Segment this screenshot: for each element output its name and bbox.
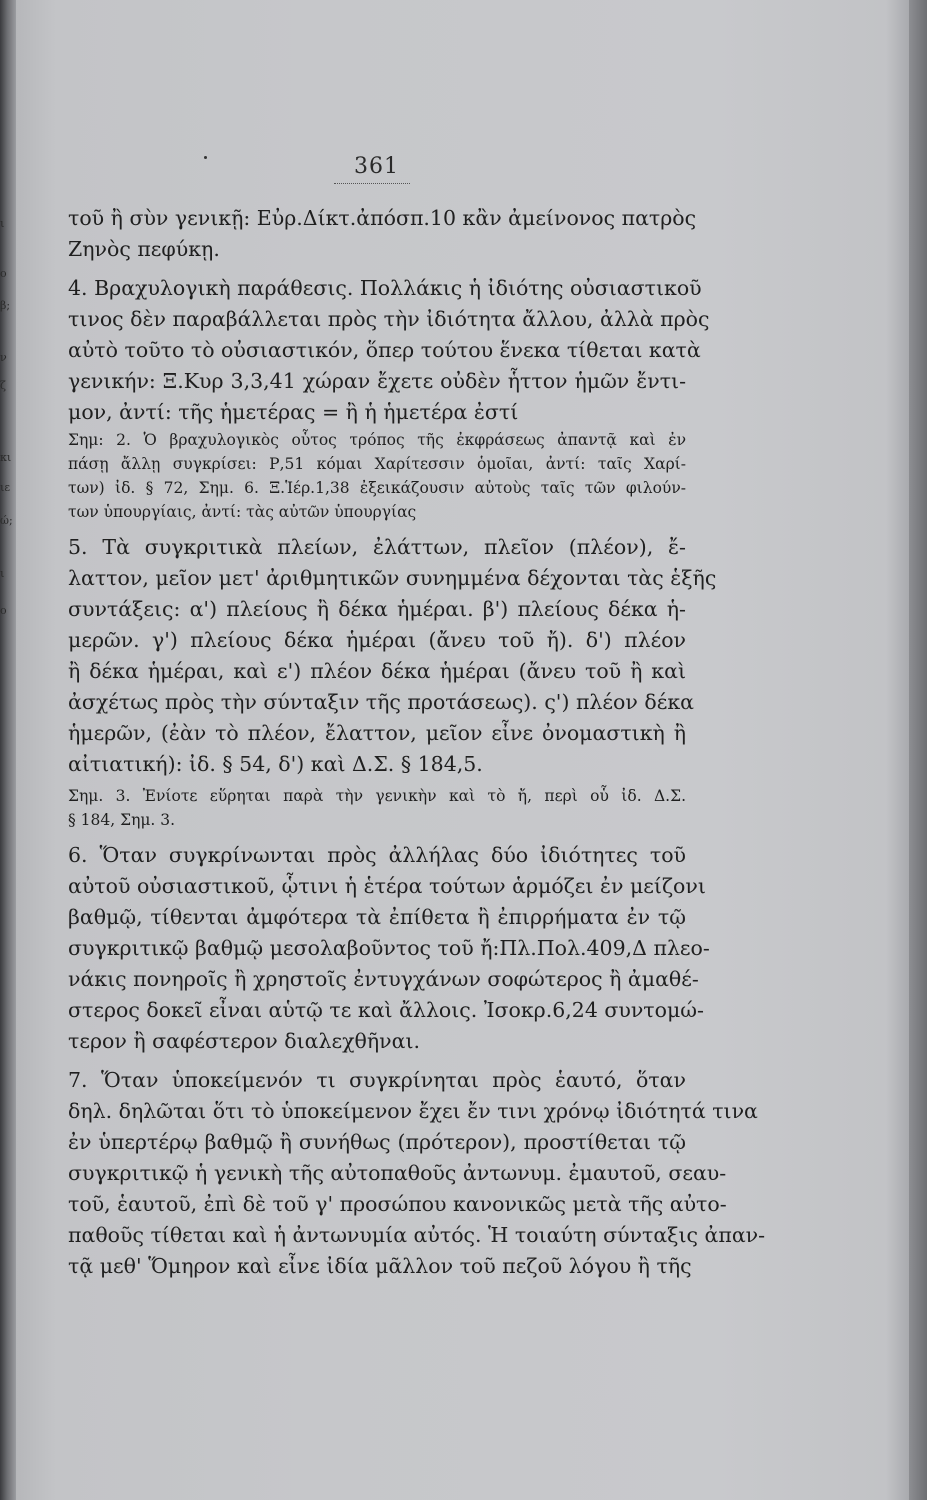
text-line: αὐτὸ τοῦτο τὸ οὐσιαστικόν, ὅπερ τούτου ἕνεκα τίθεται κατὰ (68, 338, 701, 362)
text-line: συντάξεις: α') πλείους ἢ δέκα ἡμέραι. β') πλείους δέκα ἡ- (68, 597, 686, 621)
margin-bleed-mark: ώ; (0, 514, 13, 527)
margin-bleed-mark: κι (0, 451, 12, 464)
text-line: βαθμῷ, τίθενται ἀμφότερα τὰ ἐπίθετα ἢ ἐπιρρήματα ἐν τῷ (68, 905, 686, 929)
margin-bleed-mark: ο (0, 267, 7, 280)
margin-bleed-mark: ο (0, 604, 7, 617)
body-text (68, 203, 766, 1282)
text-line: ἐν ὑπερτέρῳ βαθμῷ ἢ συνήθως (πρότερον), προστίθεται τῷ (68, 1130, 686, 1154)
text-line: Ζηνὸς πεφύκῃ. (68, 237, 220, 261)
text-line: τοῦ ἢ σὺν γενικῇ: Εὐρ.Δίκτ.ἀπόσπ.10 κἂν ἀμείνονος πατρὸς (68, 206, 697, 230)
text-line: 7. Ὅταν ὑποκείμενόν τι συγκρίνηται πρὸς ἑαυτό, ὅταν (68, 1068, 686, 1092)
ink-speck (204, 156, 207, 159)
note-line: πάσῃ ἄλλῃ συγκρίσει: Ρ,51 κόμαι Χαρίτεσσιν ὁμοῖαι, ἀντί: ταῖς Χαρί- (68, 455, 686, 473)
text-line: 5. Τὰ συγκριτικὰ πλείων, ἐλάττων, πλεῖον (πλέον), ἔ- (68, 535, 686, 559)
text-line: ἡμερῶν, (ἐὰν τὸ πλέον, ἔλαττον, μεῖον εἶνε ὀνομαστικὴ ἢ (68, 721, 686, 745)
note-line: των) ἰδ. § 72, Σημ. 6. Ξ.Ἱέρ.1,38 ἐξεικάζουσιν αὐτοὺς ταῖς τῶν φιλούν- (68, 479, 686, 497)
book-page (16, 0, 909, 1500)
text-line: συγκριτικῷ βαθμῷ μεσολαβοῦντος τοῦ ἤ:Πλ.Πολ.409,Δ πλεο- (68, 936, 710, 960)
note-line: Σημ: 2. Ὁ βραχυλογικὸς οὗτος τρόπος τῆς ἐκφράσεως ἀπαντᾷ καὶ ἐν (68, 431, 686, 449)
text-line: 4. Βραχυλογικὴ παράθεσις. Πολλάκις ἡ ἰδιότης οὐσιαστικοῦ (68, 276, 702, 300)
text-line: ἀσχέτως πρὸς τὴν σύνταξιν τῆς προτάσεως). ς') πλέον δέκα (68, 690, 694, 714)
text-line: νάκις πονηροῖς ἢ χρηστοῖς ἐντυγχάνων σοφώτερος ἢ ἀμαθέ- (68, 967, 699, 991)
text-line: ἢ δέκα ἡμέραι, καὶ ε') πλέον δέκα ἡμέραι (ἄνευ τοῦ ἢ καὶ (68, 659, 686, 683)
text-line: τινος δὲν παραβάλλεται πρὸς τὴν ἰδιότητα ἄλλου, ἀλλὰ πρὸς (68, 307, 710, 331)
text-line: δηλ. δηλῶται ὅτι τὸ ὑποκείμενον ἔχει ἔν τινι χρόνῳ ἰδιότητά τινα (68, 1099, 758, 1123)
text-line: αὐτοῦ οὐσιαστικοῦ, ᾧτινι ἡ ἑτέρα τούτων ἁρμόζει ἐν μείζονι (68, 874, 706, 898)
note-line: § 184, Σημ. 3. (68, 811, 176, 829)
text-line: γενικήν: Ξ.Κυρ 3,3,41 χώραν ἔχετε οὐδὲν ἧττον ἡμῶν ἔντι- (68, 369, 686, 393)
text-line: τοῦ, ἑαυτοῦ, ἐπὶ δὲ τοῦ γ' προσώπου κανονικῶς μετὰ τῆς αὐτο- (68, 1192, 727, 1216)
margin-bleed-mark: β; (0, 299, 11, 312)
text-line: λαττον, μεῖον μετ' ἀριθμητικῶν συνημμένα δέχονται τὰς ἑξῆς (68, 566, 717, 590)
margin-bleed-mark: ιε (0, 481, 11, 494)
text-line: συγκριτικῷ ἡ γενικὴ τῆς αὐτοπαθοῦς ἀντωνυμ. ἐμαυτοῦ, σεαυ- (68, 1161, 727, 1185)
margin-bleed-mark: ν (0, 351, 7, 364)
page-number-rule (334, 183, 410, 184)
text-line: τερον ἢ σαφέστερον διαλεχθῆναι. (68, 1029, 421, 1053)
text-line: στερος δοκεῖ εἶναι αὑτῷ τε καὶ ἄλλοις. Ἰσοκρ.6,24 συντομώ- (68, 998, 704, 1022)
text-line: τᾷ μεθ' Ὅμηρον καὶ εἶνε ἰδία μᾶλλον τοῦ πεζοῦ λόγου ἢ τῆς (68, 1254, 692, 1278)
text-line: μερῶν. γ') πλείους δέκα ἡμέραι (ἄνευ τοῦ ἤ). δ') πλέον (68, 628, 686, 652)
margin-bleed-mark: ζ (0, 379, 6, 392)
text-line: αἰτιατική): ἰδ. § 54, δ') καὶ Δ.Σ. § 184,5. (68, 752, 483, 776)
margin-bleed-mark: ι (0, 217, 5, 230)
page-number: 361 (354, 154, 399, 179)
note-line: των ὑπουργίαις, ἀντί: τὰς αὐτῶν ὑπουργίας (68, 503, 417, 521)
text-line: μον, ἀντί: τῆς ἡμετέρας = ἢ ἡ ἡμετέρα ἐστί (68, 400, 519, 424)
text-line: 6. Ὅταν συγκρίνωνται πρὸς ἀλλήλας δύο ἰδιότητες τοῦ (68, 843, 686, 867)
right-page-edge (909, 0, 927, 1500)
text-line: παθοῦς τίθεται καὶ ἡ ἀντωνυμία αὐτός. Ἡ τοιαύτη σύνταξις ἀπαν- (68, 1223, 766, 1247)
note-line: Σημ. 3. Ἐνίοτε εὕρηται παρὰ τὴν γενικὴν καὶ τὸ ἤ, περὶ οὗ ἰδ. Δ.Σ. (68, 787, 686, 805)
margin-bleed-mark: ι (0, 567, 5, 580)
